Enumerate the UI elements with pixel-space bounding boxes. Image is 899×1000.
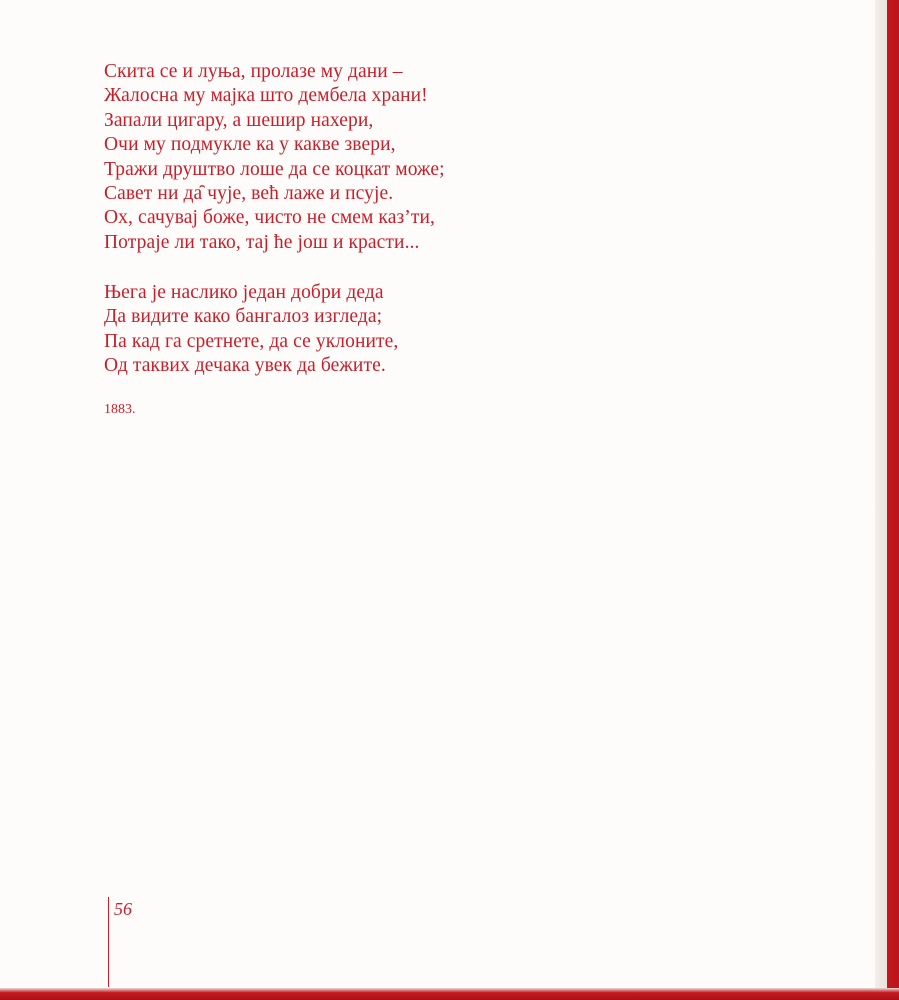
poem-line: Запали цигару, а шешир нахери, (104, 109, 374, 131)
poem-line: Тражи друштво лоше да се коцкат може; (104, 158, 445, 180)
poem-line: Од таквих дечака увек да бежите. (104, 355, 386, 377)
poem-line: Савет ни да̑ чује, већ лаже и псује. (104, 183, 394, 205)
poem-line: Потраје ли тако, тај ће још и красти... (104, 231, 420, 253)
poem-line: Па кад га сретнете, да се уклоните, (104, 330, 399, 352)
poem-line: Њега је наслико један добри деда (104, 282, 384, 303)
poem-line: Очи му подмукле ка у какве звери, (104, 134, 396, 156)
cover-bottom-edge (0, 988, 899, 1000)
poem-line: Да видите како бангалоз изгледа; (104, 306, 383, 328)
poem-line: Ох, сачувај боже, чисто не смем каз’ти, (104, 207, 435, 229)
poem-line: Жалосна му мајка што дембела храни! (104, 85, 428, 107)
poem-line: Скита се и луња, пролазе му дани – (104, 61, 403, 82)
poem-year: 1883. (104, 402, 136, 417)
page-number: 56 (114, 899, 132, 919)
folio-rule (108, 897, 109, 987)
poem-stanza-2 (104, 281, 398, 379)
poem-stanza-1 (104, 60, 445, 255)
cover-edge (875, 0, 899, 1000)
